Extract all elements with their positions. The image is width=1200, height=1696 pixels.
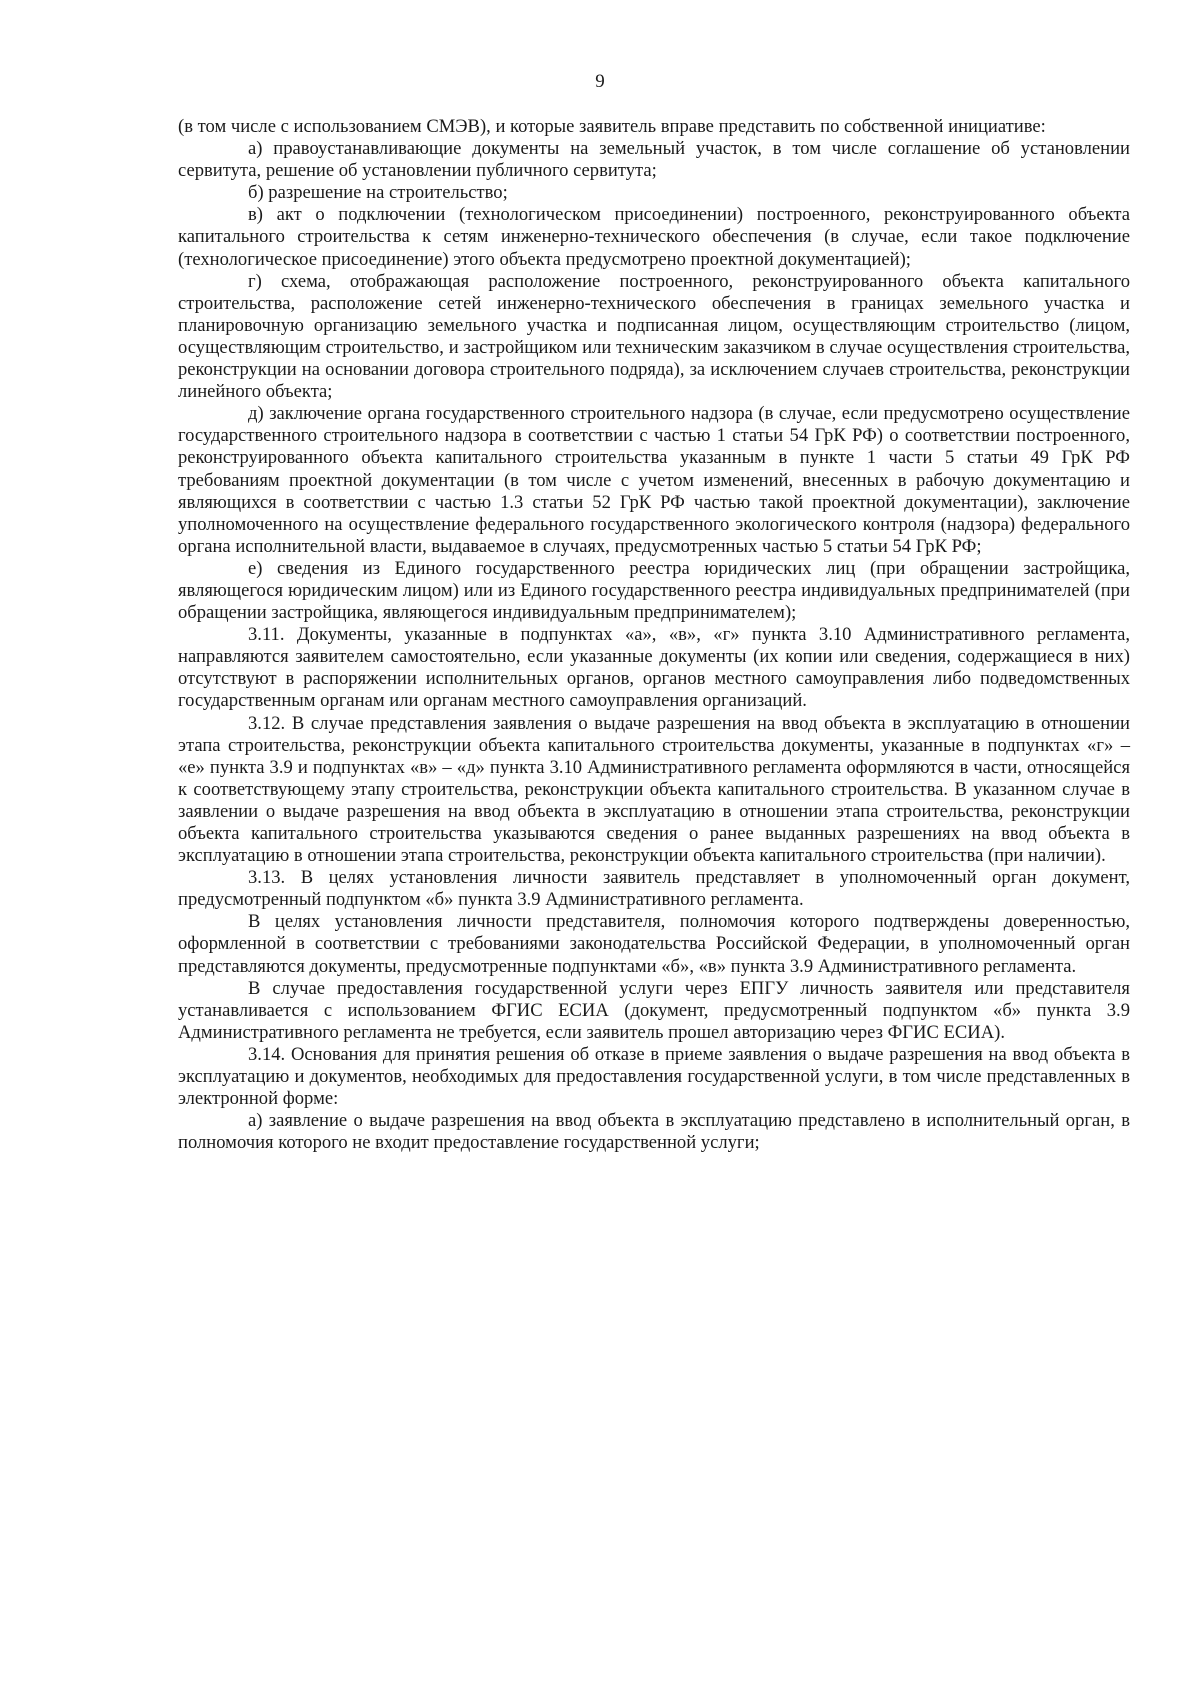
body-text bbox=[178, 116, 1130, 1154]
page-number: 9 bbox=[595, 71, 605, 92]
paragraph: 3.12. В случае представления заявления о выдаче разрешения на ввод объекта в эксплуатацию в отношении этапа строительства, реконструкции объекта капитального строительства документы, указанные в подпунктах «г» – «е» пункта 3.9 и подпунктах «в» – «д» пункта 3.10 Административного регламента оформляются в части, относящейся к соответствующему этапу строительства, реконструкции объекта капитального строительства. В указанном случае в заявлении о выдаче разрешения на ввод объекта в эксплуатацию в отношении этапа строительства, реконструкции объекта капитального строительства указываются сведения о ранее выданных разрешениях на ввод объекта в эксплуатацию в отношении этапа строительства, реконструкции объекта капитального строительства (при наличии). bbox=[178, 712, 1130, 867]
paragraph: 3.14. Основания для принятия решения об отказе в приеме заявления о выдаче разрешения на ввод объекта в эксплуатацию и документов, необходимых для предоставления государственной услуги, в том числе представленных в электронной форме: bbox=[178, 1043, 1130, 1110]
paragraph: В целях установления личности представителя, полномочия которого подтверждены доверенностью, оформленной в соответствии с требованиями законодательства Российской Федерации, в уполномоченный орган представляются документы, предусмотренные подпунктами «б», «в» пункта 3.9 Административного регламента. bbox=[178, 911, 1130, 977]
paragraph: в) акт о подключении (технологическом присоединении) построенного, реконструированного объекта капитального строительства к сетям инженерно-технического обеспечения (в случае, если такое подключение (технологическое присоединение) этого объекта предусмотрено проектной документацией); bbox=[178, 204, 1130, 270]
paragraph: (в том числе с использованием СМЭВ), и которые заявитель вправе представить по собственной инициативе: bbox=[178, 116, 1046, 137]
paragraph: В случае предоставления государственной услуги через ЕПГУ личность заявителя или представителя устанавливается с использованием ФГИС ЕСИА (документ, предусмотренный подпунктом «б» пункта 3.9 Административного регламента не требуется, если заявитель прошел авторизацию через ФГИС ЕСИА). bbox=[178, 977, 1130, 1043]
paragraph: 3.13. В целях установления личности заявитель представляет в уполномоченный орган документ, предусмотренный подпунктом «б» пункта 3.9 Административного регламента. bbox=[178, 867, 1130, 911]
paragraph: д) заключение органа государственного строительного надзора (в случае, если предусмотрено осуществление государственного строительного надзора в соответствии с частью 1 статьи 54 ГрК РФ) о соответствии построенного, реконструированного объекта капитального строительства указанным в пункте 1 части 5 статьи 49 ГрК РФ требованиям проектной документации (в том числе с учетом изменений, внесенных в рабочую документацию и являющихся в соответствии с частью 1.3 статьи 52 ГрК РФ частью такой проектной документации), заключение уполномоченного на осуществление федерального государственного экологического контроля (надзора) федерального органа исполнительной власти, выдаваемое в случаях, предусмотренных частью 5 статьи 54 ГрК РФ; bbox=[178, 403, 1130, 557]
paragraph: 3.11. Документы, указанные в подпунктах «а», «в», «г» пункта 3.10 Административного регламента, направляются заявителем самостоятельно, если указанные документы (их копии или сведения, содержащиеся в них) отсутствуют в распоряжении исполнительных органов, органов местного самоуправления либо подведомственных государственным органам или органам местного самоуправления организаций. bbox=[178, 624, 1130, 712]
paragraph: б) разрешение на строительство; bbox=[248, 182, 508, 204]
paragraph: а) заявление о выдаче разрешения на ввод объекта в эксплуатацию представлено в исполнительный орган, в полномочия которого не входит предоставление государственной услуги; bbox=[178, 1110, 1130, 1154]
paragraph: е) сведения из Единого государственного реестра юридических лиц (при обращении застройщика, являющегося юридическим лицом) или из Единого государственного реестра индивидуальных предпринимателей (при обращении застройщика, являющегося индивидуальным предпринимателем); bbox=[178, 557, 1130, 624]
paragraph: а) правоустанавливающие документы на земельный участок, в том числе соглашение об установлении сервитута, решение об установлении публичного сервитута; bbox=[178, 138, 1130, 182]
paragraph: г) схема, отображающая расположение построенного, реконструированного объекта капитального строительства, расположение сетей инженерно-технического обеспечения в границах земельного участка и планировочную организацию земельного участка и подписанная лицом, осуществляющим строительство (лицом, осуществляющим строительство, и застройщиком или техническим заказчиком в случае осуществления строительства, реконструкции на основании договора строительного подряда), за исключением случаев строительства, реконструкции линейного объекта; bbox=[178, 270, 1130, 403]
